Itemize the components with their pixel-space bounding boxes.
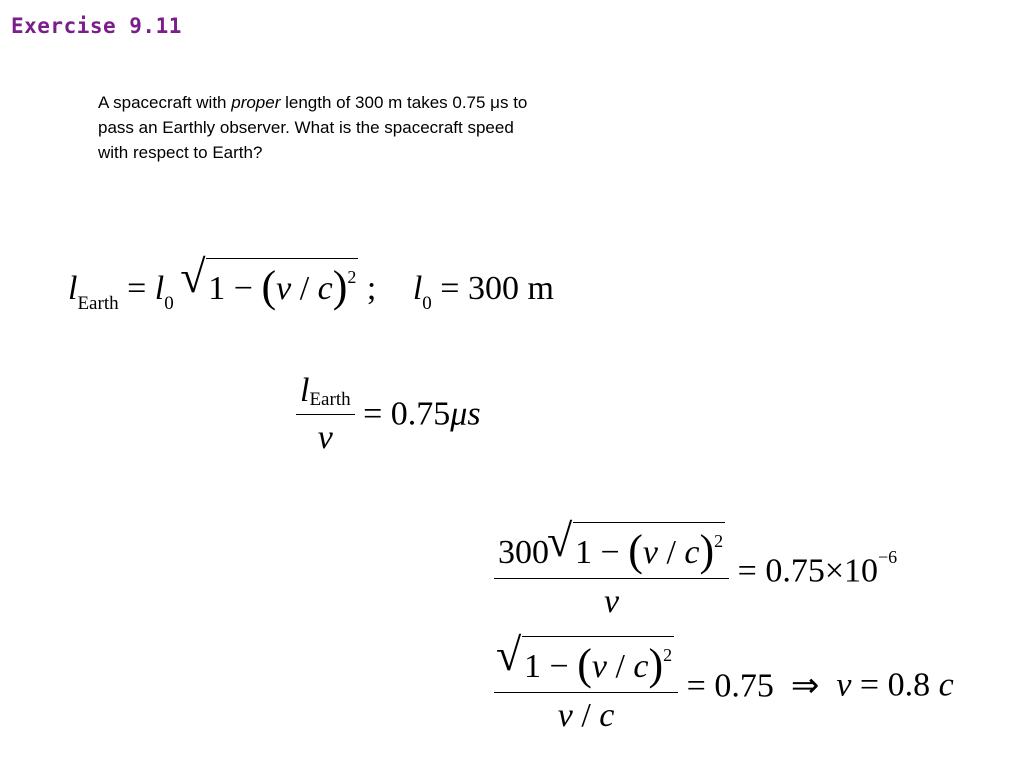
eq1-lparen: (	[261, 262, 277, 311]
eq1-sub-earth: Earth	[77, 293, 119, 314]
eq3-den-v: v	[604, 583, 620, 620]
eq4-den-v: v	[557, 697, 573, 734]
eq1-value: 300	[467, 270, 519, 307]
eq2-rhs: = 0.75	[354, 395, 451, 433]
problem-statement	[98, 90, 528, 165]
eq3-lparen: (	[628, 526, 643, 575]
eq1-sqrt: √ 1 − (v / c)$^2$	[180, 251, 357, 311]
eq2-sub-earth: Earth	[309, 389, 351, 410]
eq4-equals-value: = 0.8	[851, 666, 939, 704]
eq3-square: 2	[714, 531, 724, 551]
eq3-v: v	[642, 534, 658, 571]
eq1-sub-zero-b: 0	[422, 293, 432, 314]
eq3-rparen: )	[699, 526, 715, 575]
eq4-slash: /	[606, 648, 634, 685]
eq1-l: l	[68, 270, 78, 307]
equation-result	[494, 629, 954, 735]
eq2-v: v	[317, 419, 333, 456]
eq1-v: v	[276, 270, 292, 307]
eq4-v-result: v	[836, 666, 852, 704]
eq4-one-minus: 1 −	[524, 648, 578, 685]
eq2-mu-s: μs	[450, 395, 481, 433]
eq3-rhs: = 0.75×10	[729, 552, 878, 590]
eq3-slash: /	[657, 534, 685, 571]
equation-time	[296, 372, 481, 457]
eq1-rparen: )	[332, 262, 348, 311]
eq1-sub-zero: 0	[164, 293, 174, 314]
eq4-lparen: (	[577, 640, 592, 689]
eq1-unit: m	[518, 270, 554, 307]
eq4-rparen: )	[648, 640, 664, 689]
eq1-equals-b: =	[431, 270, 468, 307]
eq3-sqrt: √ 1 − (v / c)$^2$	[547, 515, 724, 575]
problem-text-2: length of 300 m takes 0.75 μs to pass an Earthly observer. What is the spacecraft speed with respect to Earth?	[98, 93, 528, 162]
eq4-v: v	[591, 648, 607, 685]
slide-title: Exercise 9.11	[11, 14, 182, 38]
eq1-c: c	[317, 270, 333, 307]
eq3-c: c	[684, 534, 700, 571]
eq3-exponent: −6	[878, 547, 898, 567]
eq3-fraction	[494, 515, 729, 621]
eq4-den-c: c	[599, 697, 615, 734]
eq4-c-result: c	[938, 666, 954, 704]
eq1-l0-b: l	[412, 270, 423, 307]
equation-length-contraction	[68, 251, 554, 314]
eq4-den-slash: /	[572, 697, 600, 734]
eq3-one-minus: 1 −	[575, 534, 629, 571]
eq4-fraction	[494, 629, 678, 735]
problem-text-1: A spacecraft with	[98, 93, 232, 112]
eq4-rhs: = 0.75 ⇒	[678, 667, 837, 705]
eq1-equals: =	[118, 270, 155, 307]
eq4-c: c	[633, 648, 649, 685]
eq1-l0: l	[154, 270, 165, 307]
eq1-slash: /	[291, 270, 318, 307]
eq1-square: 2	[347, 267, 357, 287]
eq3-300: 300	[498, 534, 549, 571]
eq1-one-minus: 1 −	[208, 270, 262, 307]
eq4-sqrt: √ 1 − (v / c)$^2$	[496, 629, 673, 689]
eq2-l: l	[300, 372, 310, 409]
problem-emphasis: proper	[231, 93, 281, 112]
eq2-fraction	[296, 372, 355, 457]
equation-substituted	[494, 515, 898, 621]
eq4-square: 2	[663, 645, 673, 665]
eq1-semicolon: ;	[358, 270, 377, 307]
